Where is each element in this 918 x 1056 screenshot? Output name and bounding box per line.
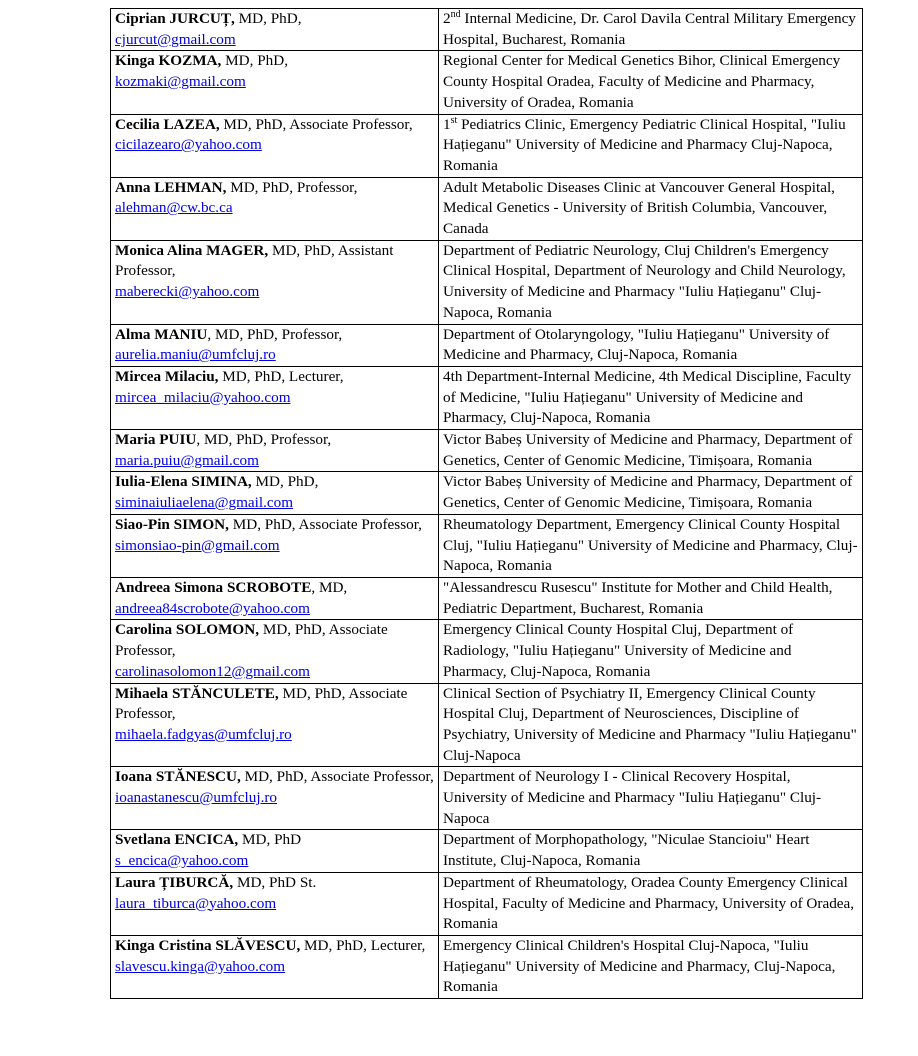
author-credentials: MD, PhD St. — [233, 873, 317, 891]
contributors-table — [110, 8, 863, 999]
author-credentials: MD, PhD, — [251, 473, 319, 491]
affiliation-text: Adult Metabolic Diseases Clinic at Vancouver General Hospital, Medical Genetics - University of British Columbia, Vancouver, Canada — [443, 178, 835, 238]
author-credentials: , MD, — [311, 578, 348, 596]
author-cell — [111, 935, 439, 998]
author-email-link[interactable]: aurelia.maniu@umfcluj.ro — [115, 346, 276, 364]
author-name: Anna LEHMAN, — [115, 178, 227, 196]
affiliation-cell — [439, 240, 863, 324]
author-credentials: MD, PhD, — [221, 52, 288, 70]
author-cell — [111, 9, 439, 51]
author-credentials: MD, PhD, Lecturer, — [300, 936, 426, 954]
author-cell — [111, 430, 439, 472]
author-credentials: MD, PhD — [238, 831, 302, 849]
author-name: Svetlana ENCICA, — [115, 831, 239, 849]
affiliation-cell — [439, 830, 863, 872]
author-name: Laura ȚIBURCĂ, — [115, 873, 234, 891]
affiliation-cell — [439, 577, 863, 619]
author-email-link[interactable]: maberecki@yahoo.com — [115, 283, 260, 301]
author-email-link[interactable]: simonsiao-pin@gmail.com — [115, 536, 280, 554]
affiliation-cell — [439, 620, 863, 683]
table-row — [111, 430, 863, 472]
author-cell — [111, 830, 439, 872]
table-row — [111, 472, 863, 514]
author-cell — [111, 240, 439, 324]
author-cell — [111, 767, 439, 830]
affiliation-cell — [439, 366, 863, 429]
ordinal-number: 1 — [443, 115, 451, 133]
author-cell — [111, 51, 439, 114]
author-cell — [111, 472, 439, 514]
ordinal-number: 2 — [443, 10, 451, 27]
affiliation-cell — [439, 872, 863, 935]
author-name: Cecilia LAZEA, — [115, 115, 220, 133]
affiliation-cell — [439, 324, 863, 366]
ordinal-suffix: nd — [450, 8, 461, 20]
affiliation-cell — [439, 767, 863, 830]
author-cell — [111, 366, 439, 429]
author-name: Alma MANIU — [115, 325, 208, 343]
affiliation-cell — [439, 9, 863, 51]
author-name: Mircea Milaciu, — [115, 367, 219, 385]
affiliation-text: Department of Otolaryngology, "Iuliu Hațieganu" University of Medicine and Pharmacy, Cluj-Napoca, Romania — [443, 325, 830, 364]
author-cell — [111, 177, 439, 240]
table-row — [111, 620, 863, 683]
table-row — [111, 51, 863, 114]
author-name: Ciprian JURCUȚ, — [115, 10, 235, 27]
contributors-table-body — [111, 9, 863, 999]
author-email-link[interactable]: cjurcut@gmail.com — [115, 30, 236, 48]
author-cell — [111, 324, 439, 366]
author-email-link[interactable]: ioanastanescu@umfcluj.ro — [115, 789, 278, 807]
author-name: Carolina SOLOMON, — [115, 621, 260, 639]
table-row — [111, 767, 863, 830]
author-email-link[interactable]: maria.puiu@gmail.com — [115, 451, 259, 469]
affiliation-text: "Alessandrescu Rusescu" Institute for Mother and Child Health, Pediatric Department, Bucharest, Romania — [443, 578, 833, 617]
affiliation-text: Victor Babeș University of Medicine and Pharmacy, Department of Genetics, Center of Genomic Medicine, Timișoara, Romania — [443, 431, 853, 469]
affiliation-cell — [439, 114, 863, 177]
affiliation-text: Regional Center for Medical Genetics Bihor, Clinical Emergency County Hospital Oradea, Faculty of Medicine and Pharmacy, University of Oradea, Romania — [443, 52, 841, 111]
author-cell — [111, 872, 439, 935]
author-name: Iulia-Elena SIMINA, — [115, 473, 252, 491]
affiliation-text: Emergency Clinical Children's Hospital Cluj-Napoca, "Iuliu Hațieganu" University of Medicine and Pharmacy, Cluj-Napoca, Romania — [443, 936, 836, 996]
author-credentials: MD, PhD, Lecturer, — [218, 367, 344, 385]
author-name: Monica Alina MAGER, — [115, 241, 269, 259]
author-cell — [111, 577, 439, 619]
author-cell — [111, 114, 439, 177]
table-row — [111, 177, 863, 240]
affiliation-text: Rheumatology Department, Emergency Clinical County Hospital Cluj, "Iuliu Hațieganu" University of Medicine and Pharmacy, Cluj-Napoca, Romania — [443, 515, 858, 575]
author-email-link[interactable]: s_encica@yahoo.com — [115, 852, 249, 870]
author-email-link[interactable]: slavescu.kinga@yahoo.com — [115, 957, 286, 975]
author-name: Ioana STĂNESCU, — [115, 768, 241, 786]
affiliation-text: Department of Rheumatology, Oradea County Emergency Clinical Hospital, Faculty of Medicine and Pharmacy, University of Oradea, Romania — [443, 873, 855, 933]
author-name: Andreea Simona SCROBOTE — [115, 578, 312, 596]
table-row — [111, 830, 863, 872]
table-row — [111, 324, 863, 366]
table-row — [111, 114, 863, 177]
author-name: Kinga KOZMA, — [115, 52, 222, 70]
author-cell — [111, 514, 439, 577]
affiliation-cell — [439, 177, 863, 240]
affiliation-cell — [439, 472, 863, 514]
affiliation-text: Department of Pediatric Neurology, Cluj Children's Emergency Clinical Hospital, Department of Neurology and Child Neurology, University of Medicine and Pharmacy "Iuliu Hațieganu" Cluj-Napoca, Romania — [443, 241, 846, 321]
author-credentials: MD, PhD, Associate Professor, — [219, 115, 413, 133]
table-row — [111, 577, 863, 619]
affiliation-text: Department of Morphopathology, "Niculae Stancioiu" Heart Institute, Cluj-Napoca, Romania — [443, 831, 810, 870]
author-credentials: MD, PhD, Associate Professor, — [115, 684, 408, 723]
author-name: Kinga Cristina SLĂVESCU, — [115, 936, 301, 954]
affiliation-cell — [439, 51, 863, 114]
author-name: Maria PUIU — [115, 431, 197, 449]
author-email-link[interactable]: kozmaki@gmail.com — [115, 73, 246, 91]
table-row — [111, 872, 863, 935]
table-row — [111, 240, 863, 324]
affiliation-text: Emergency Clinical County Hospital Cluj, Department of Radiology, "Iuliu Hațieganu" University of Medicine and Pharmacy, Cluj-Napoca, Romania — [443, 621, 794, 680]
author-email-link[interactable]: mihaela.fadgyas@umfcluj.ro — [115, 725, 292, 743]
author-name: Mihaela STĂNCULETE, — [115, 684, 279, 702]
author-email-link[interactable]: laura_tiburca@yahoo.com — [115, 894, 277, 912]
affiliation-cell — [439, 935, 863, 998]
author-credentials: , MD, PhD, Professor, — [196, 431, 332, 449]
table-row — [111, 514, 863, 577]
author-email-link[interactable]: cicilazearo@yahoo.com — [115, 136, 262, 154]
author-credentials: MD, PhD, Associate Professor, — [115, 621, 388, 660]
table-row — [111, 935, 863, 998]
affiliation-text: Clinical Section of Psychiatry II, Emergency Clinical County Hospital Cluj, Department of Neurosciences, Discipline of Psychiatry, University of Medicine and Pharmacy "Iuliu Hațieganu" Cluj-Napoca — [443, 684, 857, 764]
table-row — [111, 366, 863, 429]
author-credentials: MD, PhD, Professor, — [226, 178, 358, 196]
affiliation-text: Victor Babeș University of Medicine and Pharmacy, Department of Genetics, Center of Genomic Medicine, Timișoara, Romania — [443, 473, 853, 512]
author-credentials: MD, PhD, Assistant Professor, — [115, 241, 394, 280]
author-email-link[interactable]: carolinasolomon12@gmail.com — [115, 662, 310, 680]
affiliation-cell — [439, 430, 863, 472]
ordinal-suffix: st — [450, 114, 458, 126]
author-email-link[interactable]: siminaiuliaelena@gmail.com — [115, 494, 294, 512]
table-row — [111, 683, 863, 767]
affiliation-cell — [439, 683, 863, 767]
affiliation-text: Pediatrics Clinic, Emergency Pediatric Clinical Hospital, "Iuliu Hațieganu" University of Medicine and Pharmacy Cluj-Napoca, Romania — [443, 115, 846, 174]
affiliation-text: Department of Neurology I - Clinical Recovery Hospital, University of Medicine and Pharmacy "Iuliu Hațieganu" Cluj-Napoca — [443, 768, 822, 827]
author-credentials: , MD, PhD, Professor, — [207, 325, 343, 343]
author-name: Siao-Pin SIMON, — [115, 515, 229, 533]
author-credentials: MD, PhD, — [234, 10, 302, 27]
affiliation-text: 4th Department-Internal Medicine, 4th Medical Discipline, Faculty of Medicine, "Iuliu Hațieganu" University of Medicine and Pharmacy, Cluj-Napoca, Romania — [443, 367, 852, 427]
author-cell — [111, 683, 439, 767]
table-row — [111, 9, 863, 51]
author-email-link[interactable]: mircea_milaciu@yahoo.com — [115, 388, 291, 406]
author-cell — [111, 620, 439, 683]
affiliation-cell — [439, 514, 863, 577]
author-credentials: MD, PhD, Associate Professor, — [228, 515, 422, 533]
author-email-link[interactable]: andreea84scrobote@yahoo.com — [115, 599, 310, 617]
author-credentials: MD, PhD, Associate Professor, — [240, 768, 434, 786]
author-email-link[interactable]: alehman@cw.bc.ca — [115, 199, 233, 217]
affiliation-text: Internal Medicine, Dr. Carol Davila Central Military Emergency Hospital, Bucharest, Romania — [443, 10, 856, 48]
